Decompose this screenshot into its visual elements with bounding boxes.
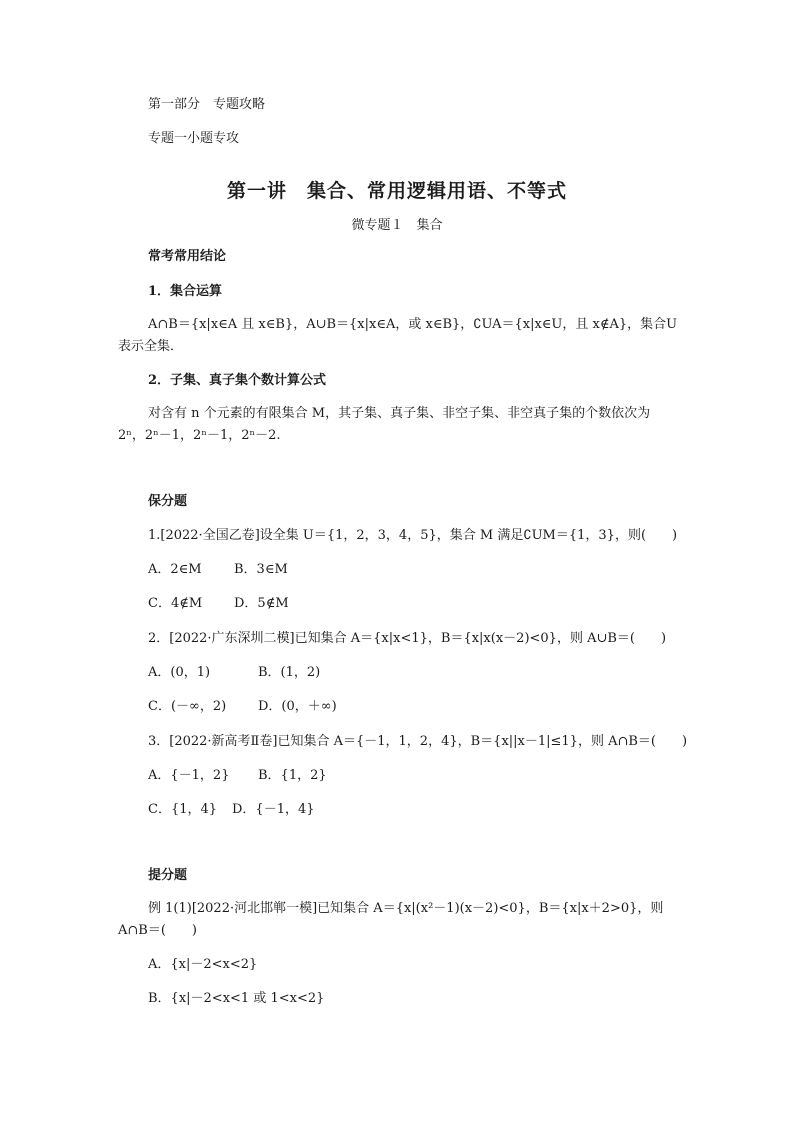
example-1-option-b: B．{x|－2<x<1 或 1<x<2} [148, 991, 325, 1006]
lecture-title: 第一讲 集合、常用逻辑用语、不等式 [226, 180, 567, 202]
topic-header: 专题一小题专攻 [148, 131, 240, 146]
question-3-stem: 3．[2022·新高考Ⅱ卷]已知集合 A＝{－1，1，2，4}，B＝{x||x－1|≤1}，则 A∩B＝( ) [148, 734, 688, 749]
option-a: A．(0，1) [148, 665, 211, 680]
option-a: A．2∈M [148, 562, 202, 577]
conclusions-heading: 常考常用结论 [148, 249, 227, 264]
option-c: C．(－∞，2) [148, 699, 227, 714]
question-2-stem: 2．[2022·广东深圳二模]已知集合 A＝{x|x<1}，B＝{x|x(x－2)<0}，则 A∪B＝( ) [148, 631, 667, 646]
option-d: D．5∉M [234, 596, 289, 611]
question-1-options-ab [148, 561, 288, 579]
question-3-options-ab [148, 767, 327, 785]
example-1-stem: 例 1(1)[2022·河北邯郸一模]已知集合 A＝{x|(x²－1)(x－2)<0}，B＝{x|x＋2>0}，则 A∩B＝( ) [118, 901, 664, 938]
part-header: 第一部分 专题攻略 [148, 97, 266, 112]
section-2-text: 对含有 n 个元素的有限集合 M，其子集、真子集、非空子集、非空真子集的个数依次为 2ⁿ，2ⁿ－1，2ⁿ－1，2ⁿ－2. [118, 406, 651, 443]
option-c: C．4∉M [148, 596, 203, 611]
option-d: D．(0，＋∞) [258, 699, 337, 714]
section-1-text: A∩B＝{x|x∈A 且 x∈B}，A∪B＝{x|x∈A，或 x∈B}，∁UA＝{x|x∈U，且 x∉A}，集合U 表示全集． [118, 317, 678, 354]
question-2-options-cd [148, 698, 337, 716]
option-b: B．3∈M [234, 562, 288, 577]
advanced-heading: 提分题 [148, 868, 188, 883]
question-2-options-ab [148, 664, 320, 682]
option-c: C．{1，4} [148, 802, 218, 817]
option-b: B．(1，2) [258, 665, 321, 680]
section-1-heading: 1．集合运算 [148, 284, 223, 299]
question-1-stem: 1.[2022·全国乙卷]设全集 U＝{1，2，3，4，5}，集合 M 满足∁UM＝{1，3}，则( ) [148, 528, 678, 543]
question-3-options-cd [148, 801, 315, 819]
option-d: D．{－1，4} [232, 802, 315, 817]
basic-heading: 保分题 [148, 494, 188, 509]
example-1-option-a: A．{x|－2<x<2} [148, 957, 258, 972]
option-b: B．{1，2} [258, 768, 327, 783]
question-1-options-cd [148, 595, 289, 613]
micro-topic-title: 微专题１ 集合 [351, 218, 443, 233]
option-a: A．{－1，2} [148, 768, 230, 783]
section-2-heading: 2．子集、真子集个数计算公式 [148, 373, 327, 388]
